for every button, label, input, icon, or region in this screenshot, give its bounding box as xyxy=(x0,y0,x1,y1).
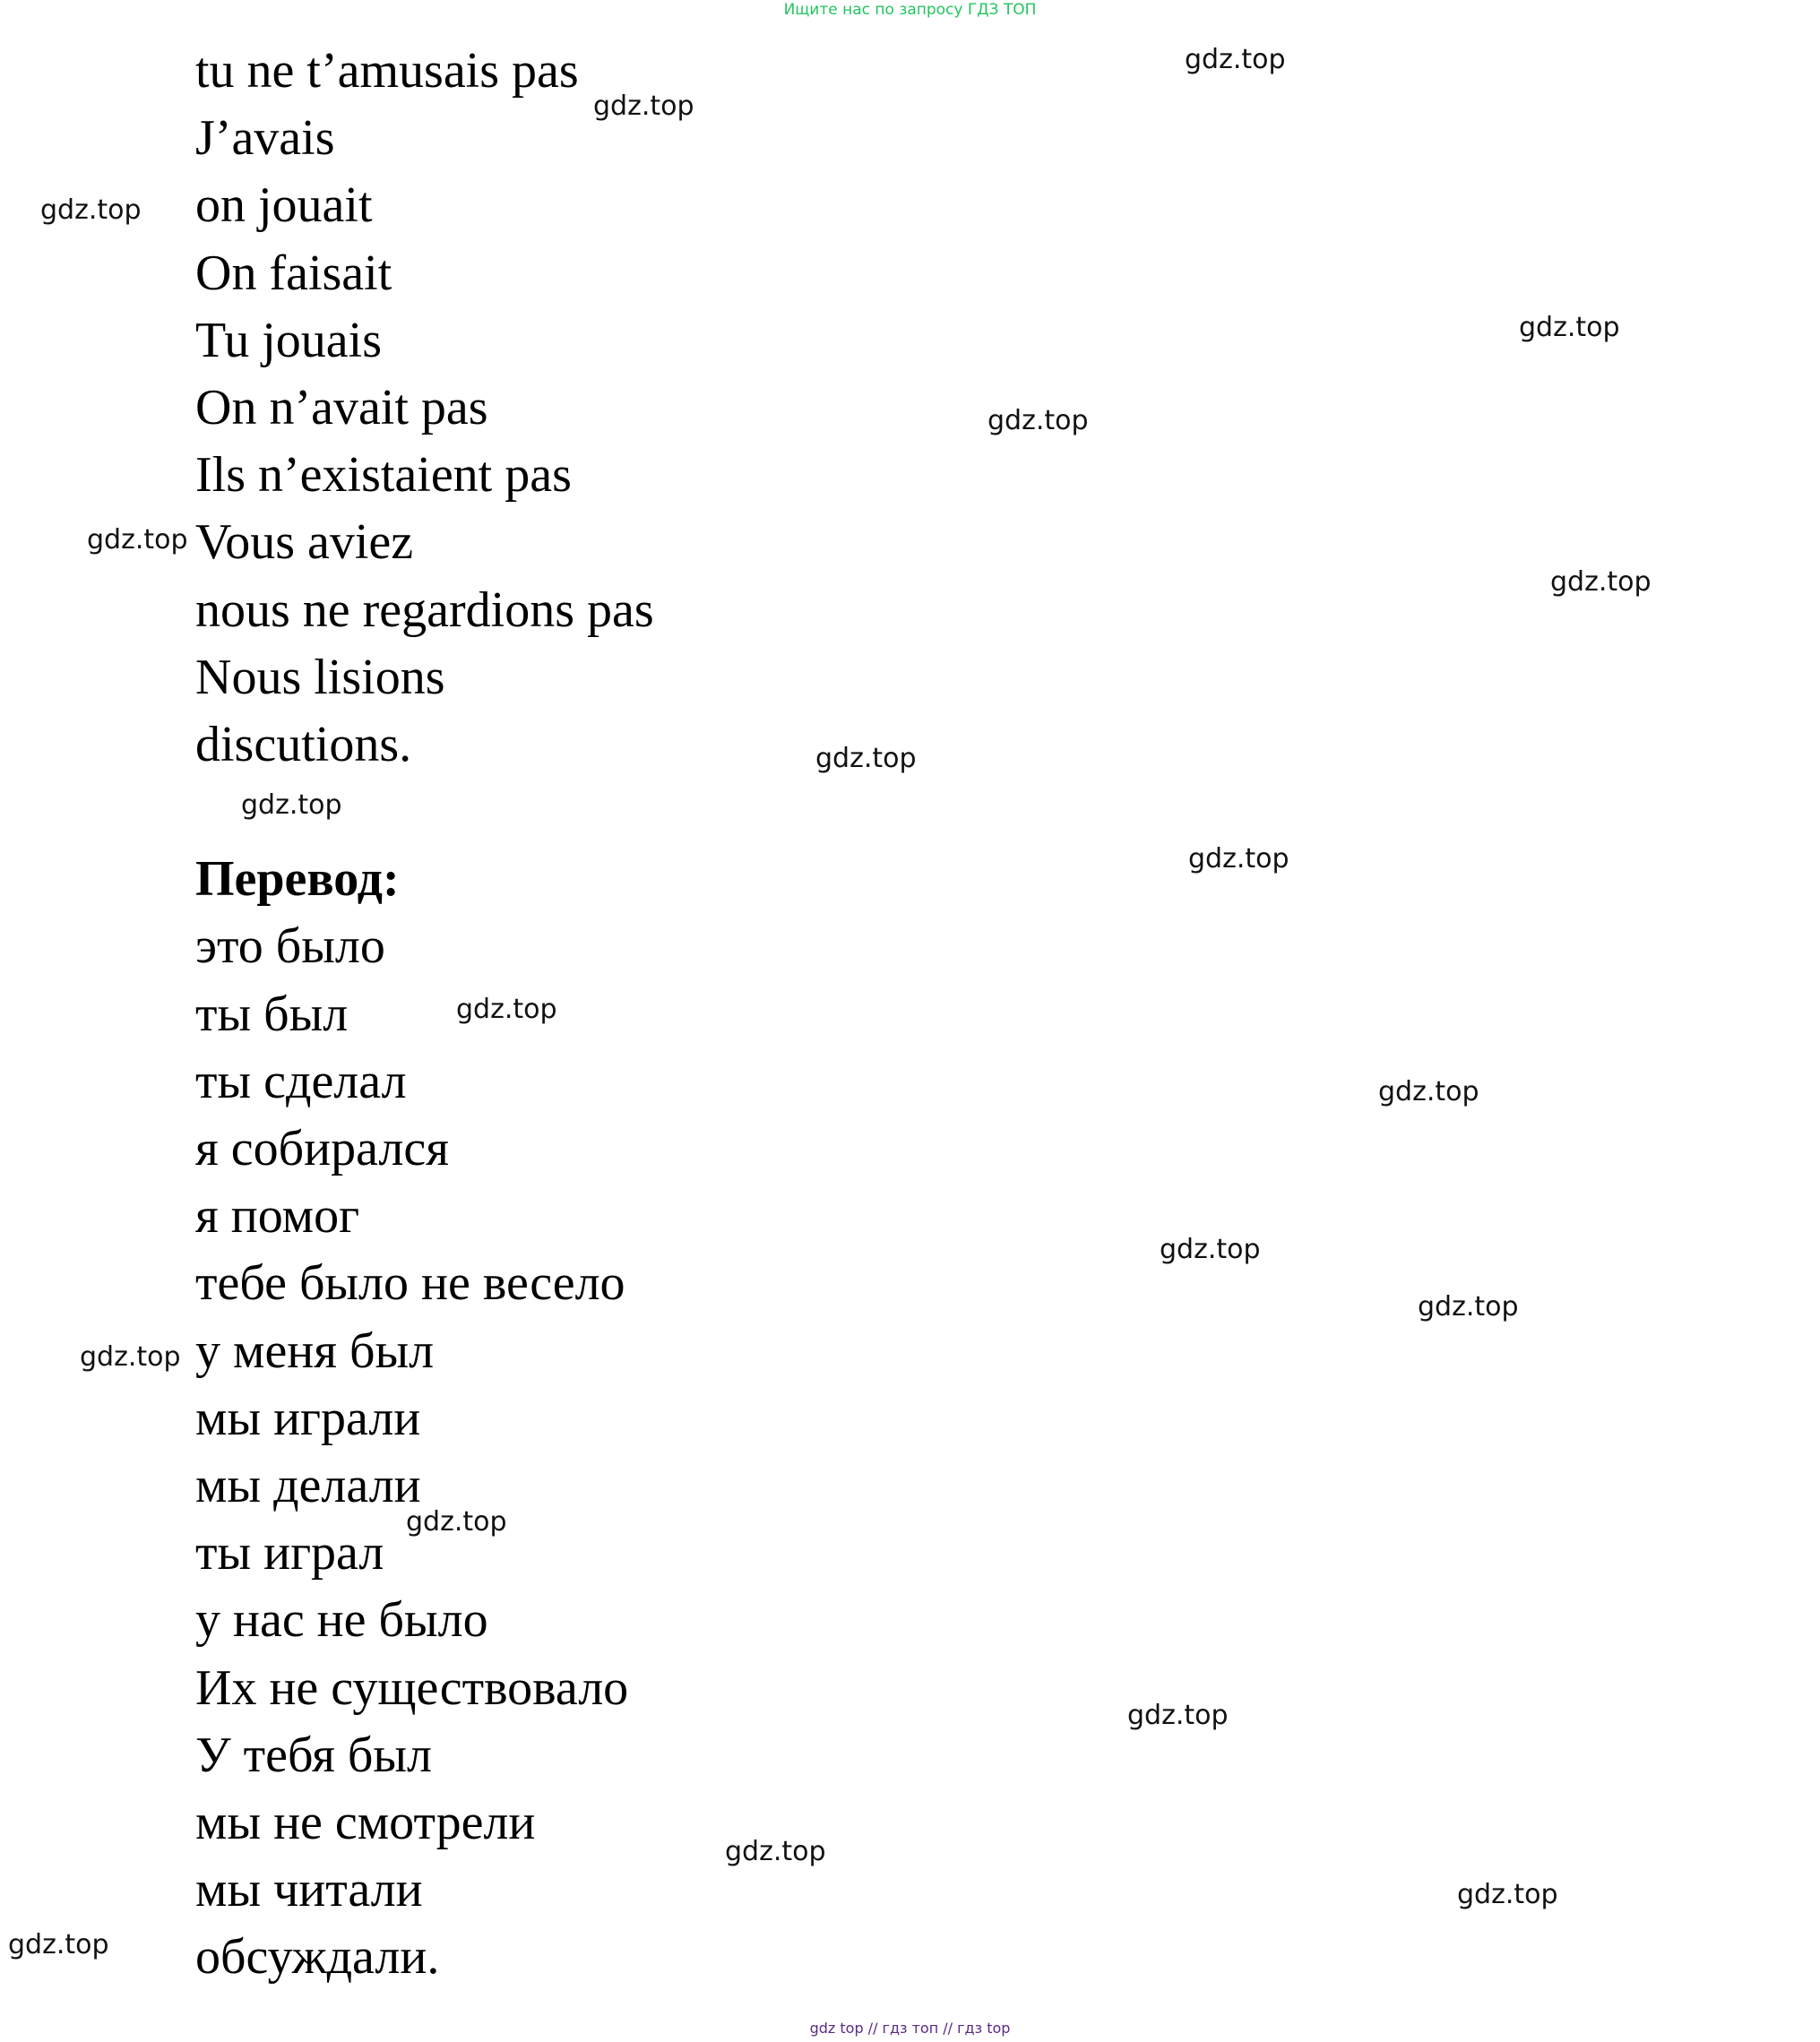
russian-line: у меня был xyxy=(195,1323,435,1379)
translation-heading: Перевод: xyxy=(195,851,400,908)
french-line: Nous lisions xyxy=(195,649,445,705)
russian-line: мы не смотрели xyxy=(195,1794,536,1850)
top-banner: Ищите нас по запросу ГДЗ ТОП xyxy=(783,1,1037,19)
french-line: On faisait xyxy=(195,245,392,301)
french-line: discutions. xyxy=(195,716,412,772)
french-line: on jouait xyxy=(195,177,373,234)
watermark: gdz.top xyxy=(1127,1700,1229,1731)
watermark: gdz.top xyxy=(456,994,557,1025)
russian-lines xyxy=(195,913,654,1991)
russian-line: это было xyxy=(195,918,385,975)
french-line: Vous aviez xyxy=(195,514,414,571)
watermark: gdz.top xyxy=(1457,1879,1558,1910)
watermark: gdz.top xyxy=(406,1506,507,1538)
watermark: gdz.top xyxy=(1185,44,1286,75)
french-lines xyxy=(195,38,654,779)
russian-line: тебе было не весело xyxy=(195,1255,625,1312)
russian-line: мы играли xyxy=(195,1390,421,1446)
watermark: gdz.top xyxy=(1418,1291,1519,1323)
russian-line: ты сделал xyxy=(195,1053,407,1109)
french-line: On n’avait pas xyxy=(195,379,488,435)
watermark: gdz.top xyxy=(241,789,342,821)
watermark: gdz.top xyxy=(1519,312,1620,343)
russian-line: я помог xyxy=(195,1188,360,1245)
watermark: gdz.top xyxy=(988,405,1089,436)
russian-line: я собирался xyxy=(195,1121,449,1176)
watermark: gdz.top xyxy=(8,1929,109,1960)
watermark: gdz.top xyxy=(725,1836,826,1867)
watermark: gdz.top xyxy=(80,1341,181,1373)
watermark: gdz.top xyxy=(1160,1234,1261,1265)
watermark: gdz.top xyxy=(40,194,142,226)
watermark: gdz.top xyxy=(1550,566,1652,598)
watermark: gdz.top xyxy=(87,524,188,556)
french-line: Ils n’existaient pas xyxy=(195,447,572,504)
russian-line: У тебя был xyxy=(195,1727,432,1783)
watermark: gdz.top xyxy=(1378,1076,1479,1107)
russian-line: мы делали xyxy=(195,1457,421,1513)
russian-line: обсуждали. xyxy=(195,1929,440,1986)
french-line: Tu jouais xyxy=(195,312,383,368)
russian-line: у нас не было xyxy=(195,1592,488,1649)
footer: gdz top // гдз топ // гдз top xyxy=(809,2020,1011,2037)
answer-content xyxy=(195,38,654,1991)
french-line: tu ne t’amusais pas xyxy=(195,43,579,99)
french-line: J’avais xyxy=(195,110,335,167)
russian-line: Их не существовало xyxy=(195,1659,629,1716)
watermark: gdz.top xyxy=(593,90,694,122)
russian-line: мы читали xyxy=(195,1862,423,1918)
french-line: nous ne regardions pas xyxy=(195,582,654,638)
watermark: gdz.top xyxy=(815,743,917,774)
watermark: gdz.top xyxy=(1188,843,1290,875)
russian-line: ты играл xyxy=(195,1525,384,1581)
russian-line: ты был xyxy=(195,986,349,1042)
